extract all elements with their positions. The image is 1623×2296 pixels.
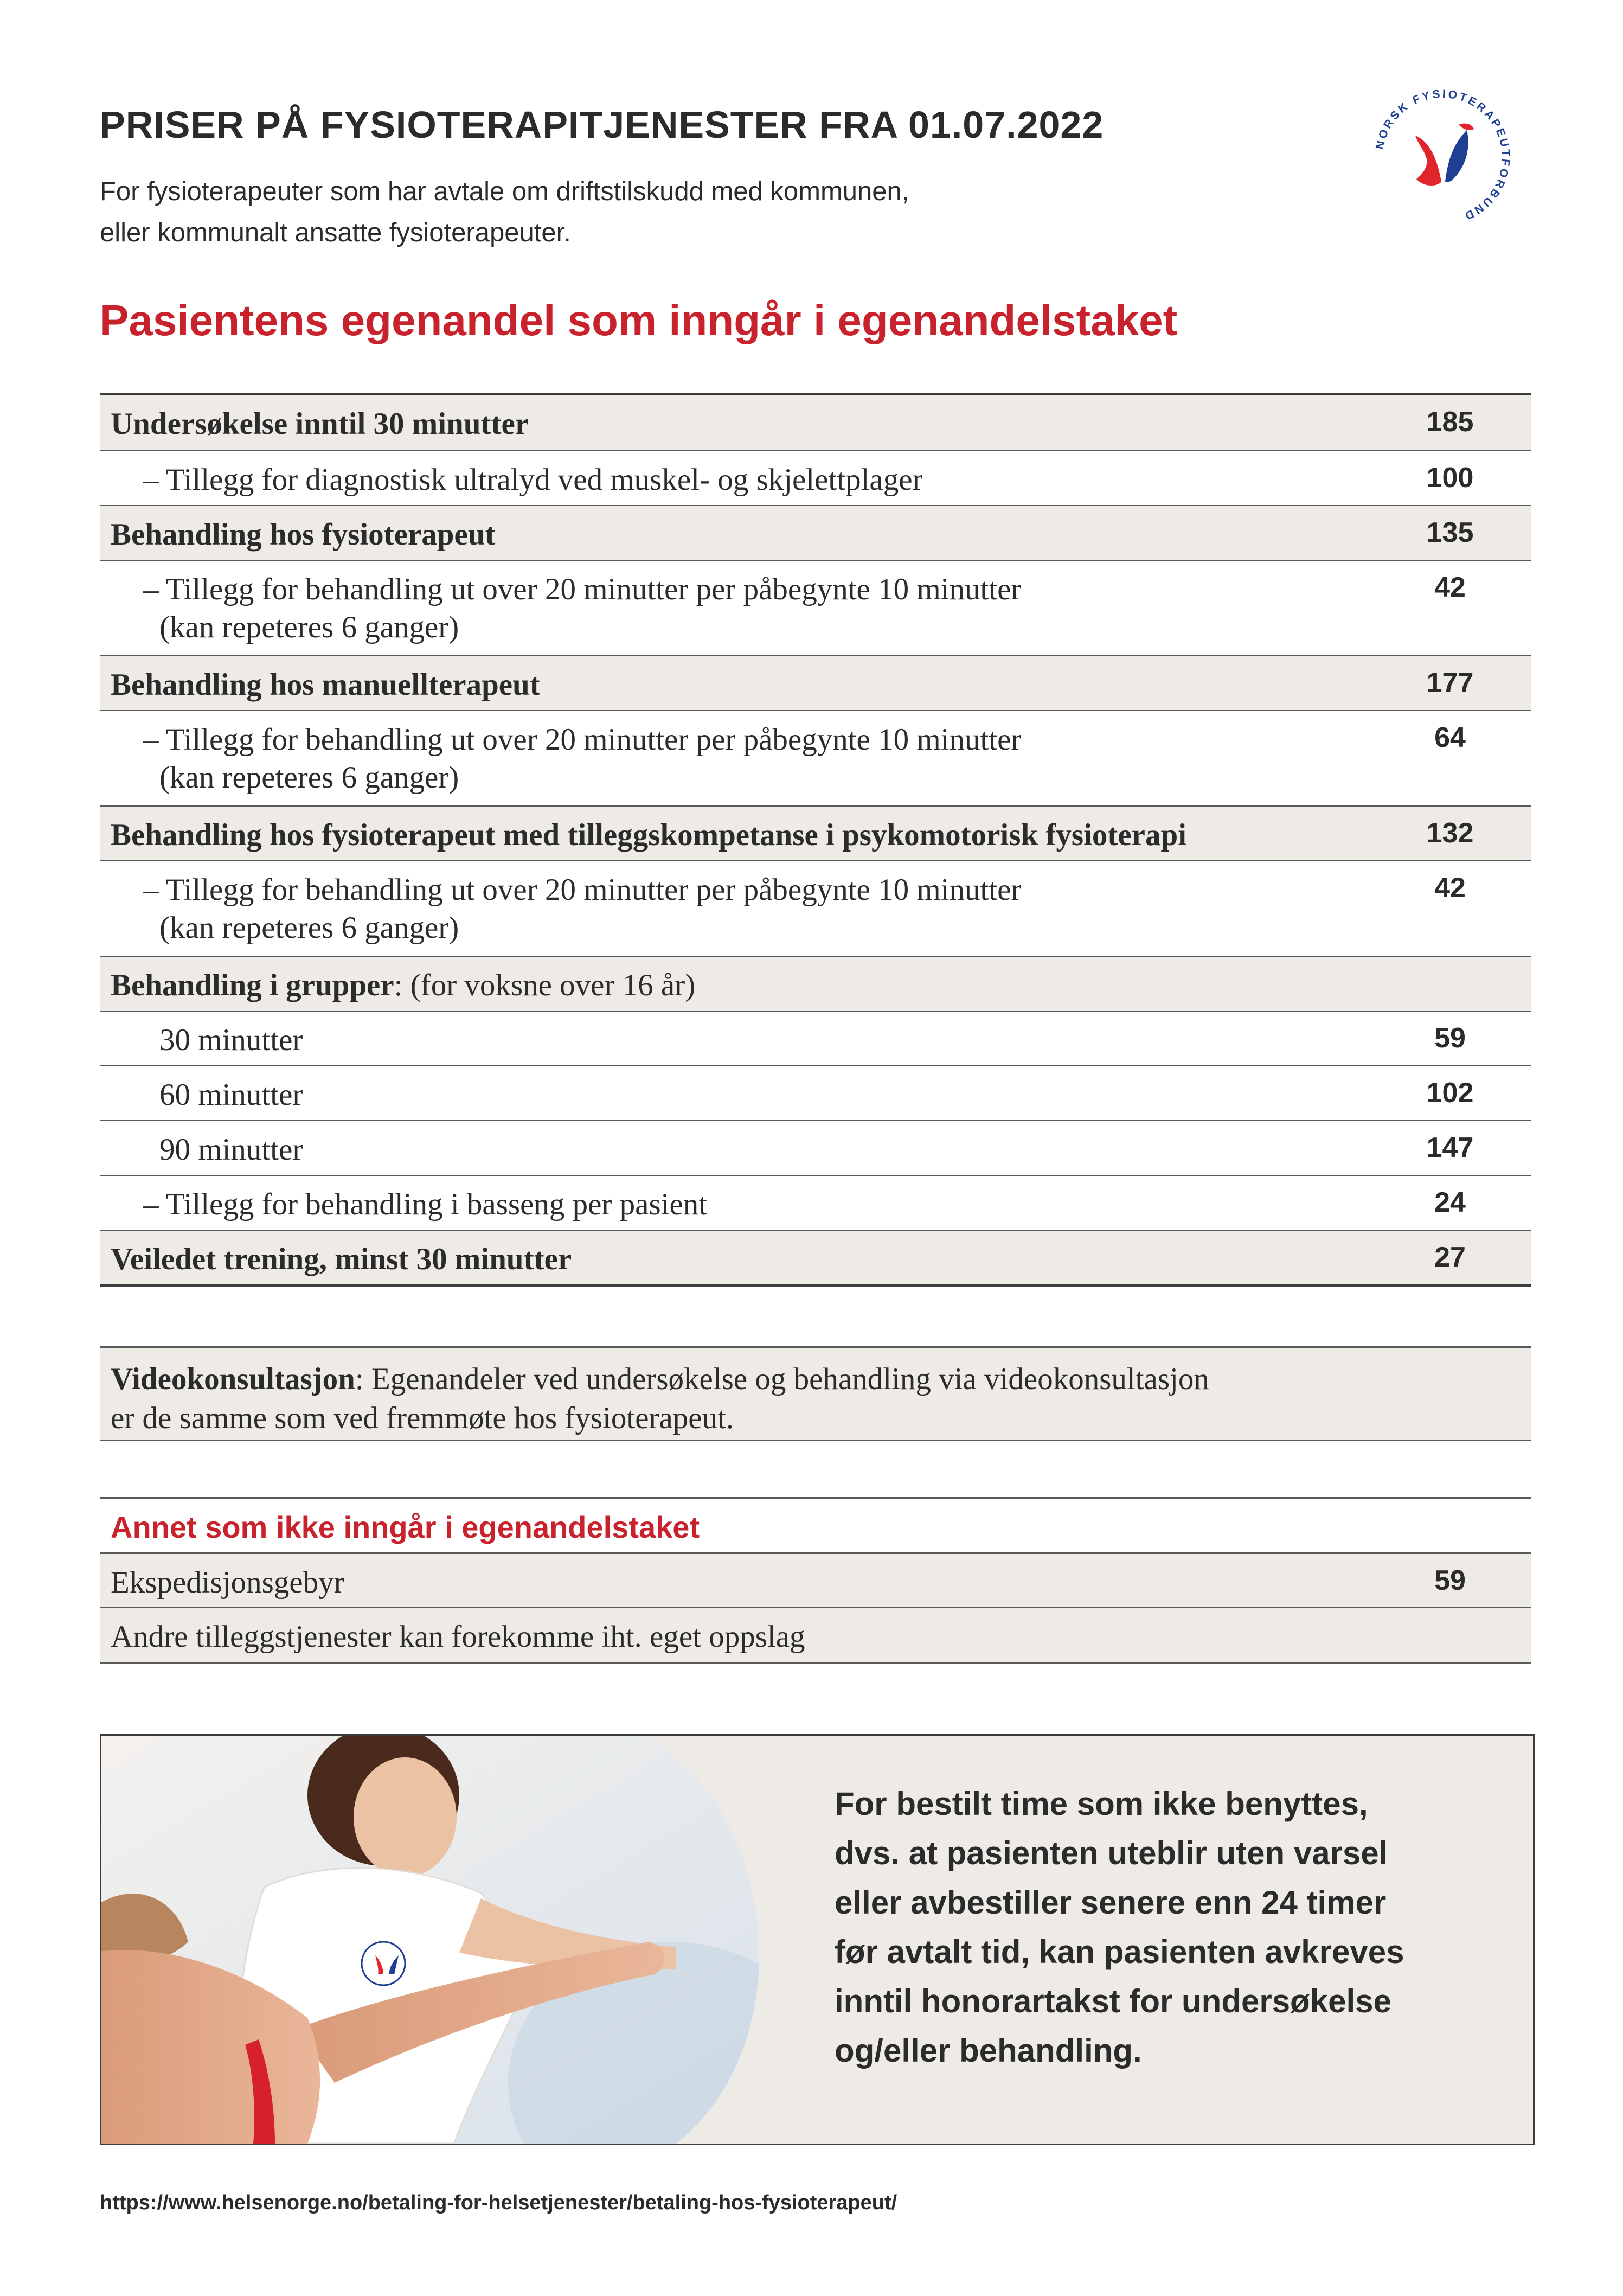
table-row [100, 450, 1531, 505]
table-row [100, 655, 1531, 710]
table-row [100, 1607, 1531, 1662]
row-value: 24 [1434, 1187, 1466, 1218]
notice-line: og/eller behandling. [835, 2032, 1142, 2069]
notice-line: eller avbestiller senere enn 24 timer [835, 1884, 1387, 1921]
price-table [100, 393, 1531, 1287]
table-row [100, 860, 1531, 956]
row-label: – Tillegg for behandling ut over 20 minutter per påbegynte 10 minutter (kan repeteres 6 ganger) [143, 722, 1022, 795]
row-value: 177 [1426, 667, 1474, 699]
row-label: – Tillegg for behandling i basseng per pasient [143, 1187, 708, 1221]
row-label: Undersøkelse inntil 30 minutter [111, 407, 529, 441]
no-show-notice-box [100, 1734, 1535, 2145]
row-label: 90 minutter [159, 1133, 303, 1167]
row-value: 132 [1426, 817, 1474, 849]
page-title: PRISER PÅ FYSIOTERAPITJENESTER FRA 01.07.2022 [100, 104, 1104, 146]
row-value: 135 [1426, 517, 1474, 548]
row-label: Andre tilleggstjenester kan forekomme iht. eget oppslag [111, 1620, 805, 1654]
row-label: – Tillegg for diagnostisk ultralyd ved muskel- og skjelettplager [143, 463, 923, 497]
notice-line: dvs. at pasienten uteblir uten varsel [835, 1835, 1388, 1871]
section-heading: Pasientens egenandel som inngår i egenandelstaket [100, 296, 1178, 344]
row-value: 42 [1434, 572, 1466, 603]
table-row [100, 395, 1531, 450]
table-row [100, 1552, 1531, 1607]
row-label: 60 minutter [159, 1078, 303, 1112]
footer-url[interactable]: https://www.helsenorge.no/betaling-for-helsetjenester/betaling-hos-fysioterapeut/ [100, 2191, 897, 2214]
row-value: 147 [1426, 1132, 1474, 1163]
row-value: 42 [1434, 872, 1466, 904]
row-value: 185 [1426, 406, 1474, 438]
svg-text:NORSK FYSIOTERAPEUTFORBUND: NORSK FYSIOTERAPEUTFORBUND [1373, 87, 1512, 223]
video-line: Videokonsultasjon: Egenandeler ved undersøkelse og behandling via videokonsultasjon [111, 1362, 1209, 1396]
table-row [100, 710, 1531, 805]
row-label: Ekspedisjonsgebyr [111, 1565, 344, 1600]
row-label: – Tillegg for behandling ut over 20 minutter per påbegynte 10 minutter (kan repeteres 6 ganger) [143, 873, 1022, 945]
row-label: Behandling i grupper: (for voksne over 16 år) [111, 968, 696, 1002]
table-row [100, 1011, 1531, 1065]
row-value: 102 [1426, 1077, 1474, 1109]
other-fees-heading: Annet som ikke inngår i egenandelstaket [111, 1510, 700, 1544]
row-label: – Tillegg for behandling ut over 20 minutter per påbegynte 10 minutter (kan repeteres 6 ganger) [143, 572, 1022, 644]
video-line: er de samme som ved fremmøte hos fysioterapeut. [111, 1401, 734, 1435]
page-subtitle [100, 171, 1184, 253]
table-row [100, 560, 1531, 655]
row-value: 27 [1434, 1242, 1466, 1273]
table-row [100, 1065, 1531, 1120]
table-row [100, 505, 1531, 560]
subtitle-line: eller kommunalt ansatte fysioterapeuter. [100, 218, 571, 247]
video-consultation-note [100, 1346, 1531, 1441]
table-row [100, 805, 1531, 860]
table-row [100, 1175, 1531, 1230]
notice-line: inntil honorartakst for undersøkelse [835, 1983, 1391, 2019]
row-label: 30 minutter [159, 1023, 303, 1057]
row-value [1369, 1608, 1531, 1616]
row-label: Behandling hos fysioterapeut [111, 517, 496, 552]
row-value: 100 [1426, 462, 1474, 494]
physiotherapy-photo [101, 1736, 785, 2144]
notice-line: før avtalt tid, kan pasienten avkreves [835, 1934, 1404, 1970]
row-value [1369, 957, 1531, 964]
table-row [100, 956, 1531, 1011]
row-value: 59 [1434, 1022, 1466, 1054]
table-row [100, 1230, 1531, 1284]
row-value: 64 [1434, 722, 1466, 753]
row-value: 59 [1434, 1565, 1466, 1596]
no-show-notice [835, 1779, 1502, 2075]
row-label: Veiledet trening, minst 30 minutter [111, 1242, 572, 1276]
notice-line: For bestilt time som ikke benyttes, [835, 1786, 1368, 1822]
row-label: Behandling hos fysioterapeut med tilleggskompetanse i psykomotorisk fysioterapi [111, 818, 1187, 852]
nff-logo [1356, 71, 1529, 244]
subtitle-line: For fysioterapeuter som har avtale om driftstilskudd med kommunen, [100, 177, 909, 206]
row-label: Behandling hos manuellterapeut [111, 668, 540, 702]
table-row [100, 1120, 1531, 1175]
other-fees-table [100, 1497, 1531, 1664]
